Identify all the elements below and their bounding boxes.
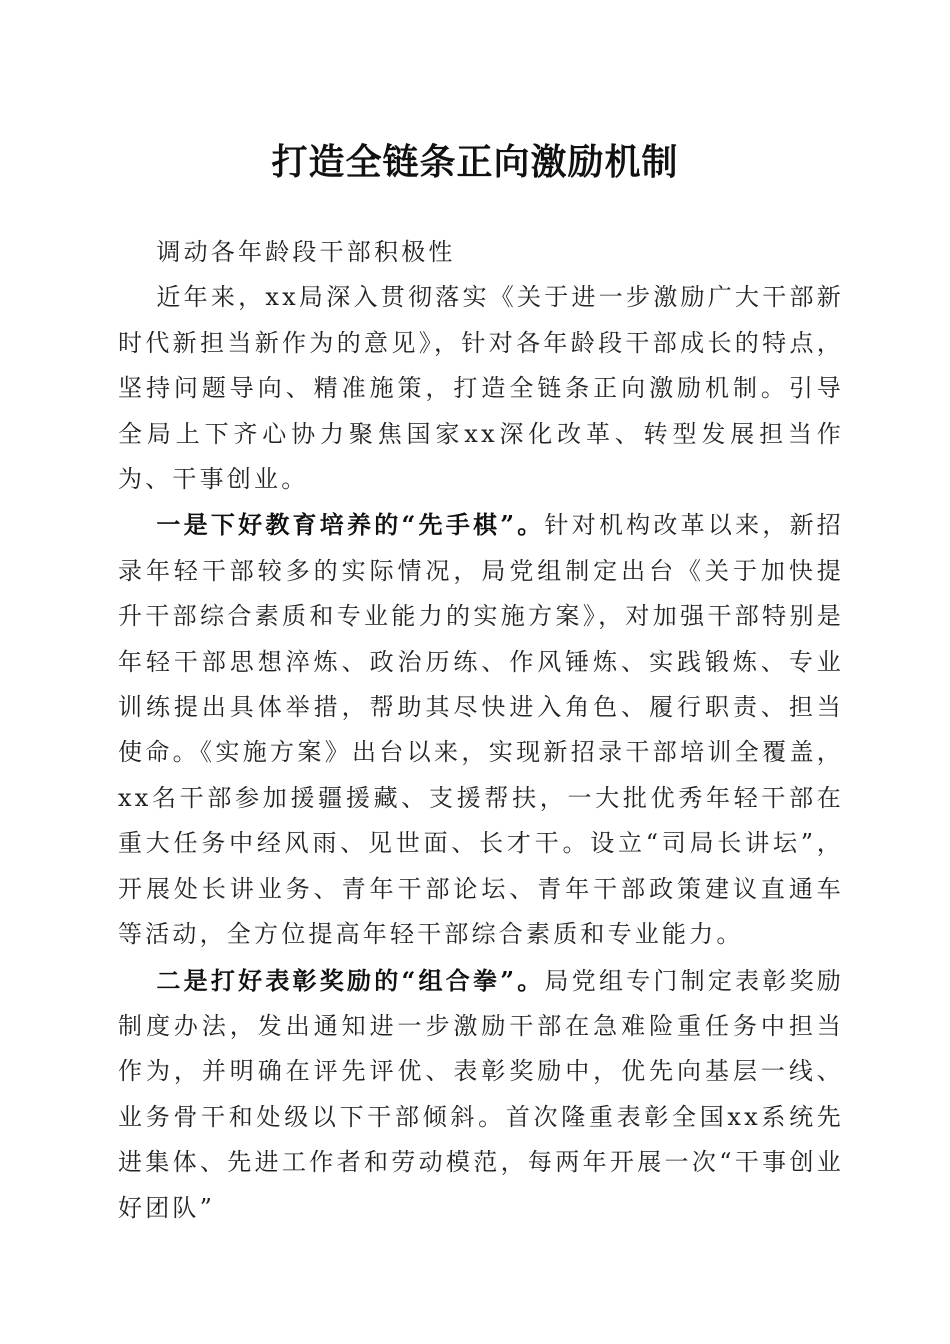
- intro-paragraph: 近年来，xx局深入贯彻落实《关于进一步激励广大干部新时代新担当新作为的意见》，针对各年龄段干部成长的特点，坚持问题导向、精准施策，打造全链条正向激励机制。引导全局上下齐心协力聚焦国家xx深化改革、转型发展担当作为、干事创业。: [118, 283, 844, 494]
- subtitle-paragraph: 调动各年龄段干部积极性: [156, 238, 456, 266]
- section-text-2: 局党组专门制定表彰奖励制度办法，发出通知进一步激励干部在急难险重任务中担当作为，并明确在评先评优、表彰奖励中，优先向基层一线、业务骨干和处级以下干部倾斜。首次隆重表彰全国xx系统先进集体、先进工作者和劳动模范，每两年开展一次“干事创业好团队”: [118, 966, 845, 1222]
- section-lead-2: 二是打好表彰奖励的“组合拳”。: [156, 965, 545, 995]
- section-paragraph-2: [118, 958, 844, 1231]
- section-text-1: 针对机构改革以来，新招录年轻干部较多的实际情况，局党组制定出台《关于加快提升干部综合素质和专业能力的实施方案》，对加强干部特别是年轻干部思想淬炼、政治历练、作风锤炼、实践锻炼、专业训练提出具体举措，帮助其尽快进入角色、履行职责、担当使命。《实施方案》出台以来，实现新招录干部培训全覆盖，xx名干部参加援疆援藏、支援帮扶，一大批优秀年轻干部在重大任务中经风雨、见世面、长才干。设立“司局长讲坛”，开展处长讲业务、青年干部论坛、青年干部政策建议直通车等活动，全方位提高年轻干部综合素质和专业能力。: [118, 511, 845, 949]
- section-paragraph-1: [118, 502, 844, 957]
- document-title: 打造全链条正向激励机制: [271, 141, 679, 183]
- document-body: [118, 230, 844, 1231]
- section-lead-1: 一是下好教育培养的“先手棋”。: [156, 510, 545, 540]
